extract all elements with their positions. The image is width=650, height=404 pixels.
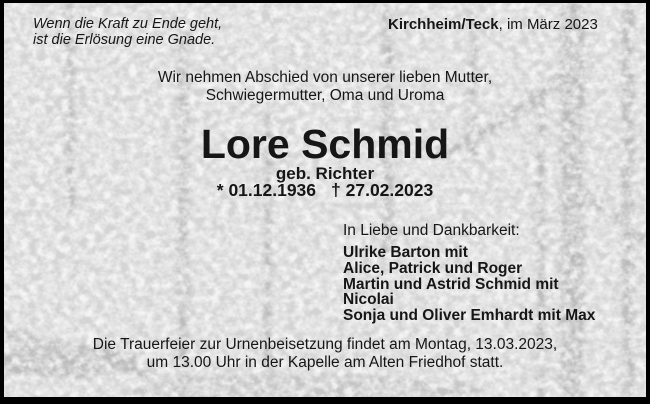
mourner-line: Sonja und Oliver Emhardt mit Max bbox=[343, 307, 596, 325]
birth-name: geb. Richter bbox=[275, 164, 375, 183]
life-dates bbox=[4, 180, 646, 201]
funeral-info bbox=[4, 336, 646, 372]
intro-text bbox=[4, 69, 646, 104]
dateline-place: Kirchheim/Teck bbox=[388, 16, 499, 33]
mourner-line: Alice, Patrick und Roger bbox=[343, 259, 523, 277]
mourners-block bbox=[343, 222, 643, 324]
intro-line-1: Wir nehmen Abschied von unserer lieben Mutter, bbox=[157, 69, 493, 86]
mourner-line: Ulrike Barton mit bbox=[343, 244, 468, 261]
funeral-line-2: um 13.00 Uhr in der Kapelle am Alten Friedhof statt. bbox=[146, 354, 504, 371]
epigraph-line-1: Wenn die Kraft zu Ende geht, bbox=[33, 16, 223, 32]
dateline bbox=[388, 16, 598, 33]
deceased-name: Lore Schmid bbox=[200, 121, 450, 167]
epigraph-quote bbox=[33, 16, 222, 48]
birth-date: * 01.12.1936 bbox=[216, 180, 317, 200]
funeral-line-1: Die Trauerfeier zur Urnenbeisetzung findet am Montag, 13.03.2023, bbox=[92, 336, 558, 353]
mourner-lines bbox=[343, 245, 643, 324]
mourner-line: Martin und Astrid Schmid mit bbox=[343, 275, 559, 293]
intro-line-2: Schwiegermutter, Oma und Uroma bbox=[205, 86, 445, 104]
mourner-line: Nicolai bbox=[343, 291, 394, 309]
mourners-heading: In Liebe und Dankbarkeit: bbox=[343, 222, 520, 239]
dateline-date: , im März 2023 bbox=[498, 16, 598, 33]
epigraph-line-2: ist die Erlösung eine Gnade. bbox=[33, 32, 216, 48]
death-date: † 27.02.2023 bbox=[331, 180, 434, 200]
